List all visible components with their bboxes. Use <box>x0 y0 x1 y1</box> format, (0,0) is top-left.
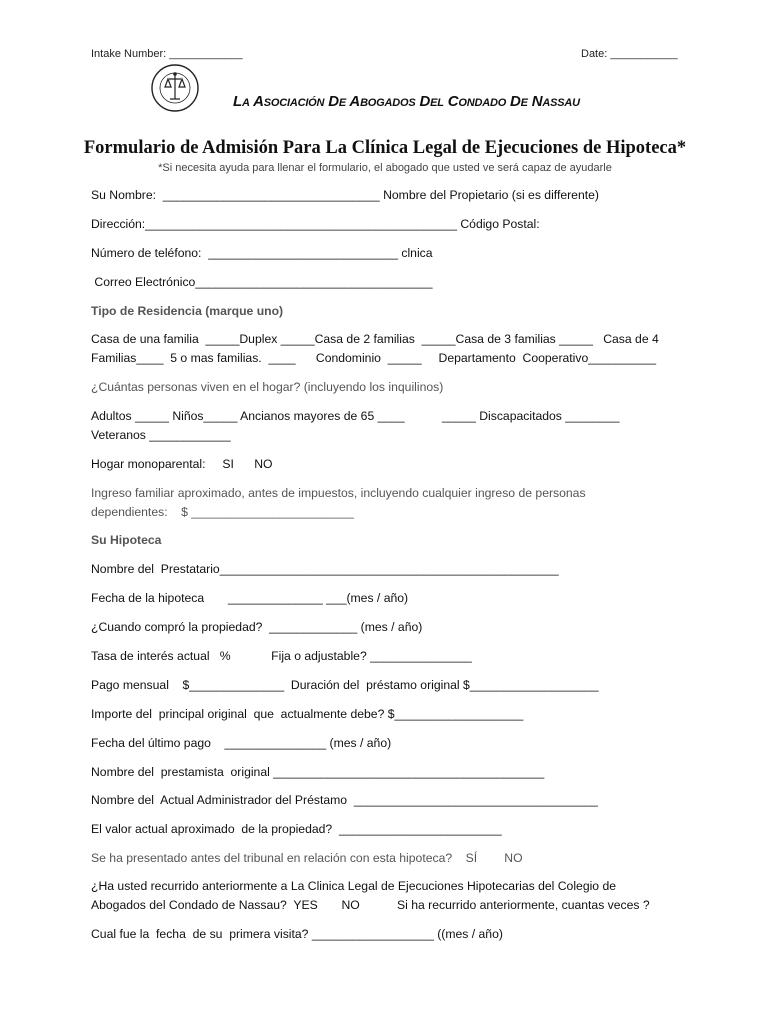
residence-options-line-1: Casa de una familia _____Duplex _____Casa de 2 familias _____Casa de 3 familias _____ Casa de 4 <box>91 332 659 346</box>
first-visit-date-field: Cual fue la fecha de su primera visita? __________________ ((mes / año) <box>91 927 503 941</box>
residence-type-heading: Tipo de Residencia (marque uno) <box>91 304 284 318</box>
single-parent-field: Hogar monoparental: SI NO <box>91 457 273 471</box>
household-question: ¿Cuántas personas viven en el hogar? (incluyendo los inquilinos) <box>91 380 444 394</box>
prior-clinic-question-line-2: Abogados del Condado de Nassau? YES NO Si ha recurrido anteriormente, cuantas veces ? <box>91 898 650 912</box>
property-value-field: El valor actual aproximado de la propiedad? ________________________ <box>91 822 502 836</box>
purchase-date-field: ¿Cuando compró la propiedad? _____________ (mes / año) <box>91 620 423 634</box>
association-seal-logo <box>150 63 200 113</box>
borrower-name-field: Nombre del Prestatario__________________________________________________ <box>91 562 559 576</box>
current-servicer-field: Nombre del Actual Administrador del Préstamo ____________________________________ <box>91 793 598 807</box>
address-field: Dirección:______________________________________________ Código Postal: <box>91 217 540 231</box>
residence-options-line-2: Familias____ 5 o mas familias. ____ Condominio _____ Departamento Cooperativo__________ <box>91 351 657 365</box>
association-name: La Asociación De Abogados Del Condado De Nassau <box>233 93 580 110</box>
name-field: Su Nombre: ________________________________ Nombre del Propietario (si es differente) <box>91 188 599 202</box>
date-field: Date: ___________ <box>581 48 678 60</box>
mortgage-heading: Su Hipoteca <box>91 533 162 547</box>
income-question: Ingreso familiar aproximado, antes de impuestos, incluyendo cualquier ingreso de personas <box>91 486 586 500</box>
last-payment-date-field: Fecha del último pago _______________ (mes / año) <box>91 736 392 750</box>
intake-number: Intake Number: ____________ <box>91 48 243 60</box>
original-lender-field: Nombre del prestamista original ________________________________________ <box>91 765 545 779</box>
form-title: Formulario de Admisión Para La Clínica Legal de Ejecuciones de Hipoteca* <box>83 138 687 158</box>
monthly-payment-field: Pago mensual $______________ Duración del préstamo original $___________________ <box>91 678 599 692</box>
court-question: Se ha presentado antes del tribunal en relación con esta hipoteca? SÍ NO <box>91 851 523 865</box>
prior-clinic-question-line-1: ¿Ha usted recurrido anteriormente a La Clinica Legal de Ejecuciones Hipotecarias del Colegio de <box>91 879 617 893</box>
mortgage-date-field: Fecha de la hipoteca ______________ ___(mes / año) <box>91 591 409 605</box>
phone-field: Número de teléfono: ____________________________ clnica <box>91 246 433 260</box>
veterans-field: Veteranos ____________ <box>91 428 231 442</box>
interest-rate-field: Tasa de interés actual % Fija o adjustable? _______________ <box>91 649 472 663</box>
principal-owed-field: Importe del principal original que actualmente debe? $___________________ <box>91 707 524 721</box>
income-field: dependientes: $ ________________________ <box>91 505 354 519</box>
form-subtitle: *Si necesita ayuda para llenar el formulario, el abogado que usted ve será capaz de ayudarle <box>158 162 612 174</box>
household-counts: Adultos _____ Niños_____ Ancianos mayores de 65 ____ _____ Discapacitados ________ <box>91 409 620 423</box>
email-field: Correo Electrónico___________________________________ <box>91 275 433 289</box>
